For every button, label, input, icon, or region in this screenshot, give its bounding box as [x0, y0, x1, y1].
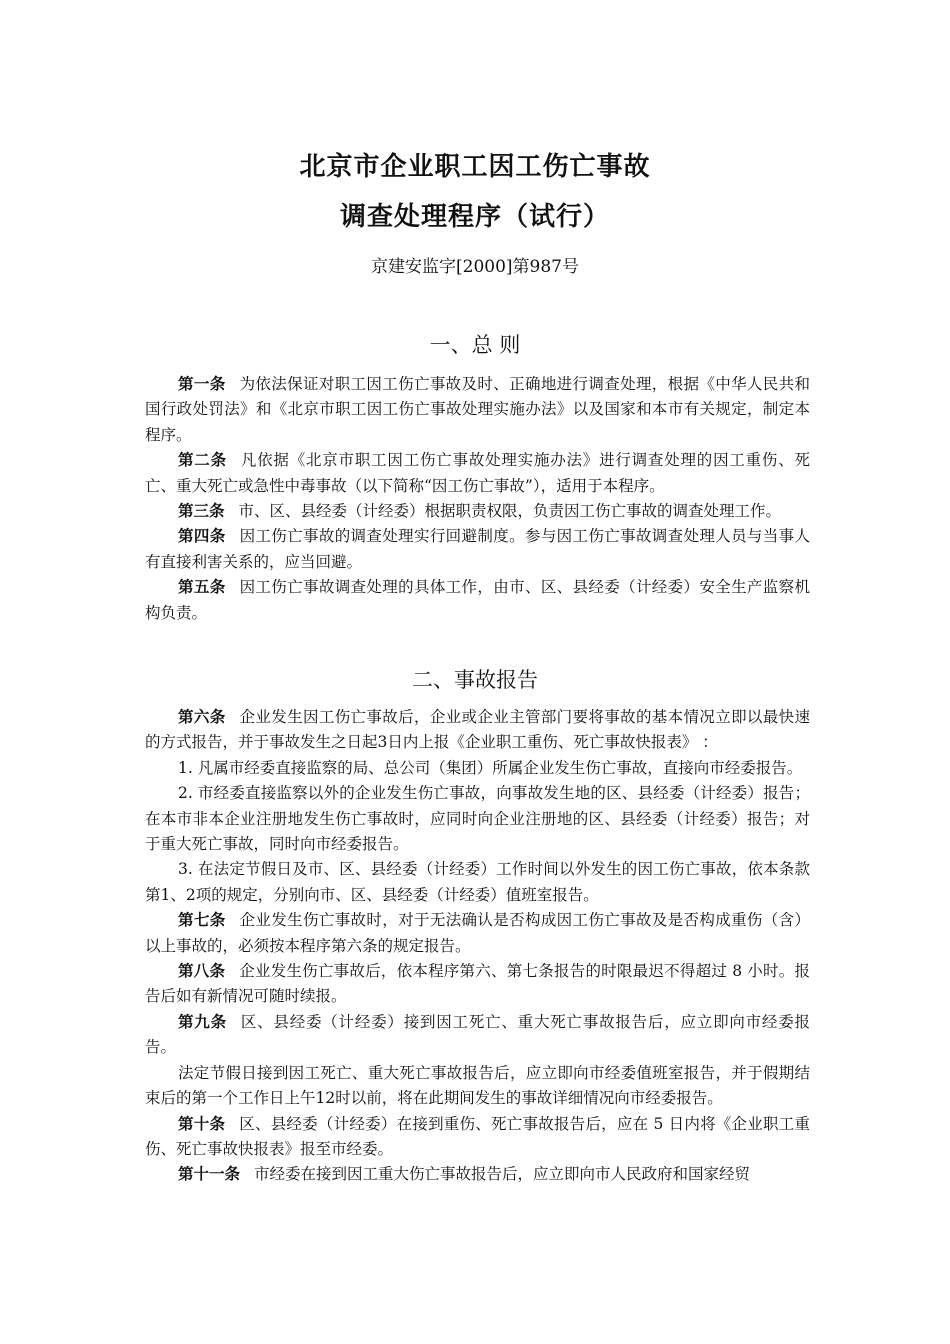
article-text: 市、区、县经委（计经委）根据职责权限，负责因工伤亡事故的调查处理工作。	[238, 502, 782, 521]
document-title-line-1: 北京市企业职工因工伤亡事故	[299, 152, 651, 182]
article-text: 企业发生因工伤亡事故后，企业或企业主管部门要将事故的基本情况立即以最快速的方式报告，并于事故发生之日起3日内上报《企业职工重伤、死亡事故快报表》 ：	[145, 708, 810, 752]
article-text: 企业发生伤亡事故后，依本程序第六、第七条报告的时限最迟不得超过 8 小时。报告后如有新情况可随时续报。	[145, 962, 810, 1006]
document-title-line-2: 调查处理程序（试行）	[339, 202, 610, 232]
article-text: 因工伤亡事故的调查处理实行回避制度。参与因工伤亡事故调查处理人员与当事人有直接利害关系的，应当回避。	[145, 527, 810, 571]
article-label: 第九条	[178, 1012, 227, 1031]
article-label: 第十条	[178, 1114, 226, 1133]
article-text: 区、县经委（计经委）在接到重伤、死亡事故报告后，应在 5 日内将《企业职工重伤、死亡事故快报表》报至市经委。	[145, 1114, 810, 1158]
article-6-item-2: 2. 市经委直接监察以外的企业发生伤亡事故，向事故发生地的区、县经委（计经委）报告；在本市非本企业注册地发生伤亡事故时，应同时向企业注册地的区、县经委（计经委）报告；对于重大死亡事故，同时向市经委报告。	[145, 784, 810, 854]
article-9	[145, 1010, 810, 1061]
section-heading-accident-report: 二、事故报告	[412, 668, 538, 692]
article-label: 第六条	[178, 708, 226, 726]
article-8	[145, 959, 810, 1010]
article-3	[145, 499, 810, 524]
article-6-item-1: 1. 凡属市经委直接监察的局、总公司（集团）所属企业发生伤亡事故，直接向市经委报告。	[178, 758, 803, 777]
article-label: 第七条	[178, 911, 226, 930]
article-4	[145, 524, 810, 575]
article-9-continued: 法定节假日接到因工死亡、重大死亡事故报告后，应立即向市经委值班室报告，并于假期结束后的第一个工作日上午12时以前，将在此期间发生的事故详细情况向市经委报告。	[145, 1063, 810, 1108]
article-7	[145, 908, 810, 959]
article-10	[145, 1112, 810, 1163]
article-label: 第四条	[178, 527, 226, 546]
article-2	[145, 448, 810, 499]
article-text: 区、县经委（计经委）接到因工死亡、重大死亡事故报告后，应立即向市经委报告。	[145, 1012, 810, 1057]
article-11	[145, 1162, 810, 1187]
article-5	[145, 575, 810, 626]
article-label: 第五条	[178, 578, 226, 597]
article-6	[145, 705, 810, 756]
article-text: 凡依据《北京市职工因工伤亡事故处理实施办法》进行调查处理的因工重伤、死亡、重大死亡或急性中毒事故（以下简称“因工伤亡事故”），适用于本程序。	[145, 451, 810, 495]
article-label: 第二条	[178, 451, 227, 470]
article-text: 市经委在接到因工重大伤亡事故报告后，应立即向市人民政府和国家经贸	[254, 1165, 751, 1184]
article-text: 因工伤亡事故调查处理的具体工作，由市、区、县经委（计经委）安全生产监察机构负责。	[145, 578, 810, 622]
article-text: 为依法保证对职工因工伤亡事故及时、正确地进行调查处理，根据《中华人民共和国行政处罚法》和《北京市职工因工伤亡事故处理实施办法》以及国家和本市有关规定，制定本程序。	[145, 375, 810, 444]
section-accident-report-body	[145, 705, 810, 1188]
article-label: 第一条	[178, 375, 226, 393]
article-label: 第三条	[178, 502, 225, 521]
article-label: 第十一条	[178, 1165, 241, 1184]
article-label: 第八条	[178, 962, 226, 981]
article-text: 企业发生伤亡事故时，对于无法确认是否构成因工伤亡事故及是否构成重伤（含）以上事故的，必须按本程序第六条的规定报告。	[145, 911, 810, 955]
document-number: 京建安监字[2000]第987号	[371, 257, 579, 277]
article-6-item-3: 3. 在法定节假日及市、区、县经委（计经委）工作时间以外发生的因工伤亡事故，依本条款第1、2项的规定，分别向市、区、县经委（计经委）值班室报告。	[145, 860, 810, 904]
section-heading-general: 一、总 则	[429, 333, 521, 357]
section-general-body	[145, 372, 810, 626]
article-1	[145, 372, 810, 448]
